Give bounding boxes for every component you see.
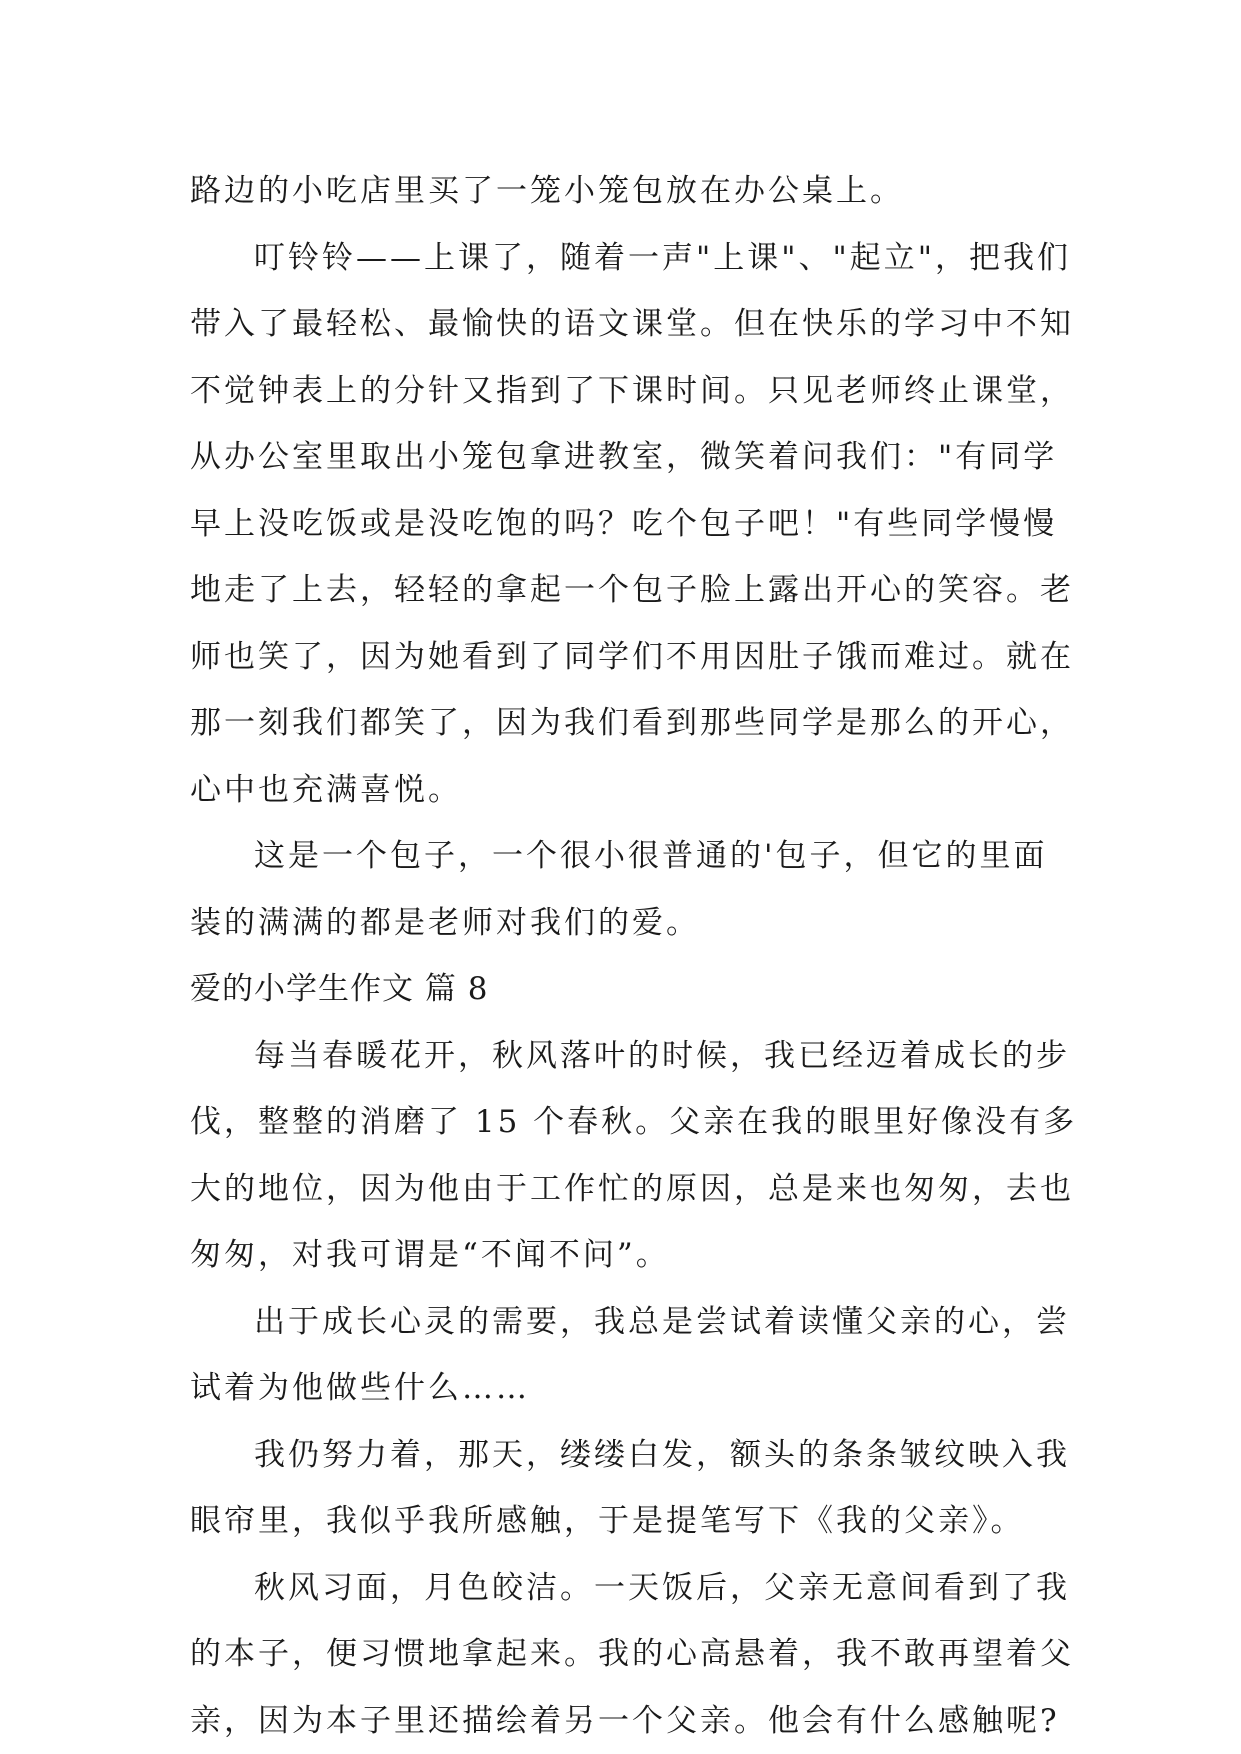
essay-body: [190, 158, 1078, 1754]
text-line: 不觉钟表上的分针又指到了下课时间。只见老师终止课堂，: [190, 372, 1074, 409]
text-line: 每当春暖花开，秋风落叶的时候，我已经迈着成长的步: [254, 1037, 1070, 1074]
text-line: 那一刻我们都笑了，因为我们看到那些同学是那么的开心，: [190, 705, 1074, 741]
text-line: 我仍努力着，那天，缕缕白发，额头的条条皱纹映入我: [254, 1436, 1070, 1473]
text-line: 装的满满的都是老师对我们的爱。: [190, 904, 700, 941]
section-heading: 爱的小学生作文 篇 8: [190, 971, 489, 1007]
text-line: 眼帘里，我似乎我所感触，于是提笔写下《我的父亲》。: [190, 1503, 1025, 1539]
text-line: 出于成长心灵的需要，我总是尝试着读懂父亲的心，尝: [254, 1303, 1070, 1340]
text-line: 路边的小吃店里买了一笼小笼包放在办公桌上。: [190, 173, 904, 209]
text-line: 秋风习面，月色皎洁。一天饭后，父亲无意间看到了我: [254, 1569, 1070, 1606]
text-line: 伐，整整的消磨了 15 个春秋。父亲在我的眼里好像没有多: [190, 1104, 1078, 1140]
text-line: 地走了上去，轻轻的拿起一个包子脸上露出开心的笑容。老: [190, 572, 1074, 608]
text-line: 亲，因为本子里还描绘着另一个父亲。他会有什么感触呢?: [190, 1702, 1060, 1739]
text-line: 带入了最轻松、最愉快的语文课堂。但在快乐的学习中不知: [190, 306, 1074, 342]
text-line: 心中也充满喜悦。: [190, 771, 462, 808]
text-line: 这是一个包子，一个很小很普通的'包子，但它的里面: [254, 838, 1048, 874]
text-line: 叮铃铃——上课了，随着一声"上课"、"起立"，把我们: [254, 239, 1072, 276]
text-line: 的本子，便习惯地拿起来。我的心高悬着，我不敢再望着父: [190, 1636, 1074, 1672]
text-line: 早上没吃饭或是没吃饱的吗？吃个包子吧！"有些同学慢慢: [190, 505, 1058, 542]
text-line: 匆匆，对我可谓是“不闻不问”。: [190, 1237, 670, 1273]
text-line: 从办公室里取出小笼包拿进教室，微笑着问我们："有同学: [190, 439, 1058, 475]
text-line: 大的地位，因为他由于工作忙的原因，总是来也匆匆，去也: [190, 1170, 1074, 1207]
text-line: 师也笑了，因为她看到了同学们不用因肚子饿而难过。就在: [190, 638, 1074, 675]
text-line: 试着为他做些什么……: [190, 1370, 530, 1406]
